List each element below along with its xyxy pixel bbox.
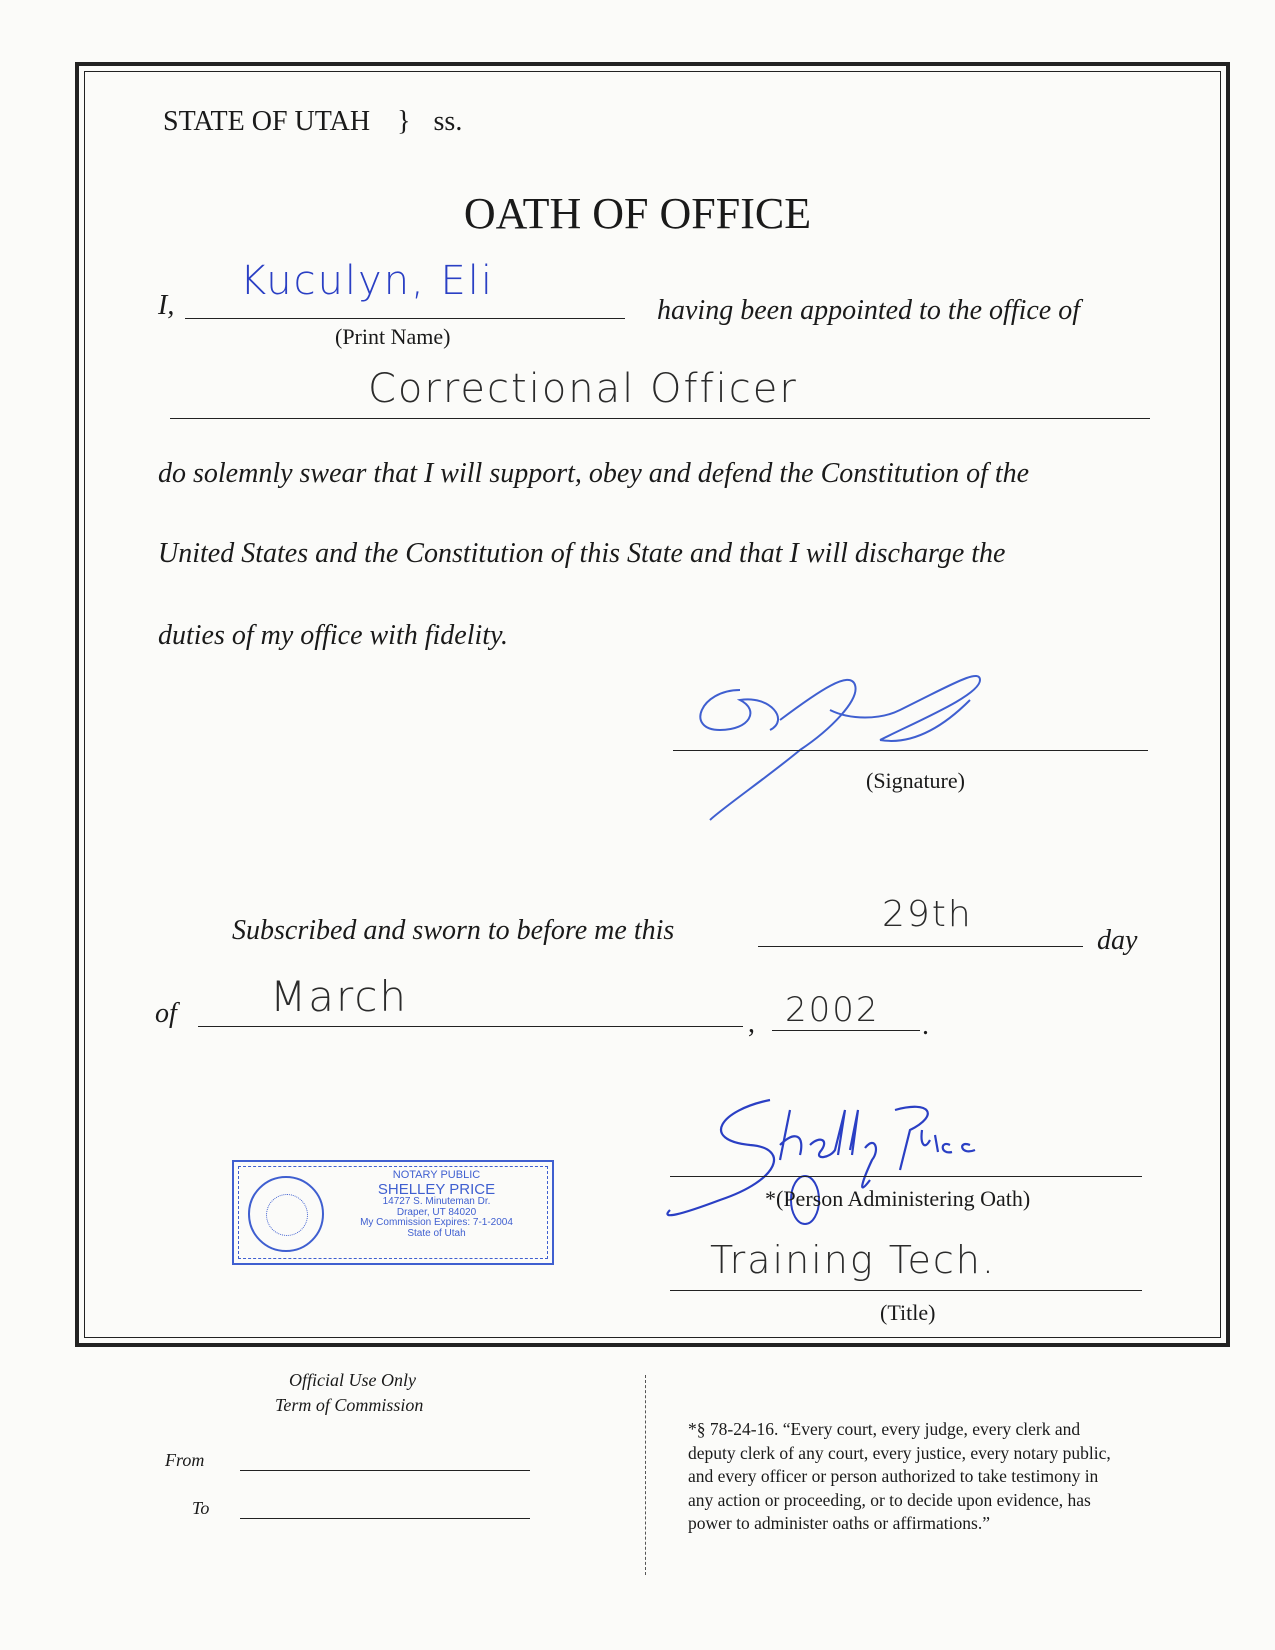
day-label: day	[1097, 925, 1138, 956]
stamp-line-6: State of Utah	[407, 1227, 466, 1239]
footnote-line-1: *§ 78-24-16. “Every court, every judge, every clerk and	[688, 1419, 1081, 1439]
section-divider	[645, 1375, 646, 1575]
oath-body-line-3: duties of my office with fidelity.	[158, 620, 508, 651]
stamp-line-3: 14727 S. Minuteman Dr.	[382, 1196, 491, 1208]
title-caption: (Title)	[880, 1300, 936, 1325]
i-label: I,	[158, 290, 175, 321]
term-of-commission-heading: Term of Commission	[275, 1395, 424, 1415]
state-heading	[163, 106, 462, 138]
year-line	[772, 1030, 920, 1031]
footnote-line-4: any action or proceeding, or to decide upon evidence, has	[688, 1489, 1091, 1510]
statute-footnote	[688, 1418, 1111, 1536]
state-label: STATE OF UTAH	[163, 106, 371, 137]
year-handwritten: 2002	[785, 990, 880, 1030]
stamp-line-5: My Commission Expires: 7-1-2004	[360, 1217, 513, 1229]
of-label: of	[155, 998, 177, 1029]
stamp-line-4: Draper, UT 84020	[396, 1206, 477, 1218]
brace-symbol: }	[397, 106, 411, 137]
signature-caption: (Signature)	[866, 768, 965, 793]
print-name-caption: (Print Name)	[335, 324, 451, 349]
state-seal-icon	[248, 1176, 324, 1252]
to-label: To	[192, 1498, 210, 1518]
month-line	[198, 1026, 743, 1027]
footnote-line-3: and every officer or person authorized to take testimony in	[688, 1466, 1099, 1486]
year-period: .	[922, 1010, 929, 1041]
subscribed-text: Subscribed and sworn to before me this	[232, 915, 675, 946]
having-appointed-text: having been appointed to the office of	[657, 295, 1081, 326]
oath-body-line-2: United States and the Constitution of this State and that I will discharge the	[158, 538, 1006, 569]
title-handwritten: Training Tech.	[710, 1238, 996, 1282]
month-handwritten: March	[270, 972, 409, 1021]
day-line	[758, 946, 1083, 947]
document-border	[75, 62, 1230, 1347]
month-comma: ,	[748, 1008, 755, 1039]
title-line	[670, 1290, 1142, 1291]
name-handwritten: Kuculyn, Eli	[240, 258, 494, 304]
name-line	[185, 318, 625, 319]
office-line	[170, 418, 1150, 419]
from-line	[240, 1470, 530, 1471]
oath-body-line-1: do solemnly swear that I will support, obey and defend the Constitution of the	[158, 458, 1030, 489]
official-use-heading: Official Use Only	[289, 1370, 416, 1390]
signature-line	[673, 750, 1148, 751]
administering-caption: *(Person Administering Oath)	[765, 1186, 1031, 1211]
day-handwritten: 29th	[882, 894, 973, 935]
administering-line	[670, 1176, 1142, 1177]
to-line	[240, 1518, 530, 1519]
notary-stamp	[232, 1160, 554, 1265]
document-title: OATH OF OFFICE	[463, 189, 812, 238]
stamp-line-2: SHELLEY PRICE	[377, 1180, 496, 1198]
stamp-line-1: NOTARY PUBLIC	[392, 1169, 481, 1181]
footnote-line-5: power to administer oaths or affirmations.”	[688, 1513, 990, 1533]
ss-label: ss.	[433, 106, 463, 137]
from-label: From	[165, 1450, 205, 1470]
oath-taker-signature	[680, 650, 1040, 830]
office-handwritten: Correctional Officer	[368, 366, 798, 412]
footnote-line-2: deputy clerk of any court, every justice, every notary public,	[688, 1442, 1111, 1463]
